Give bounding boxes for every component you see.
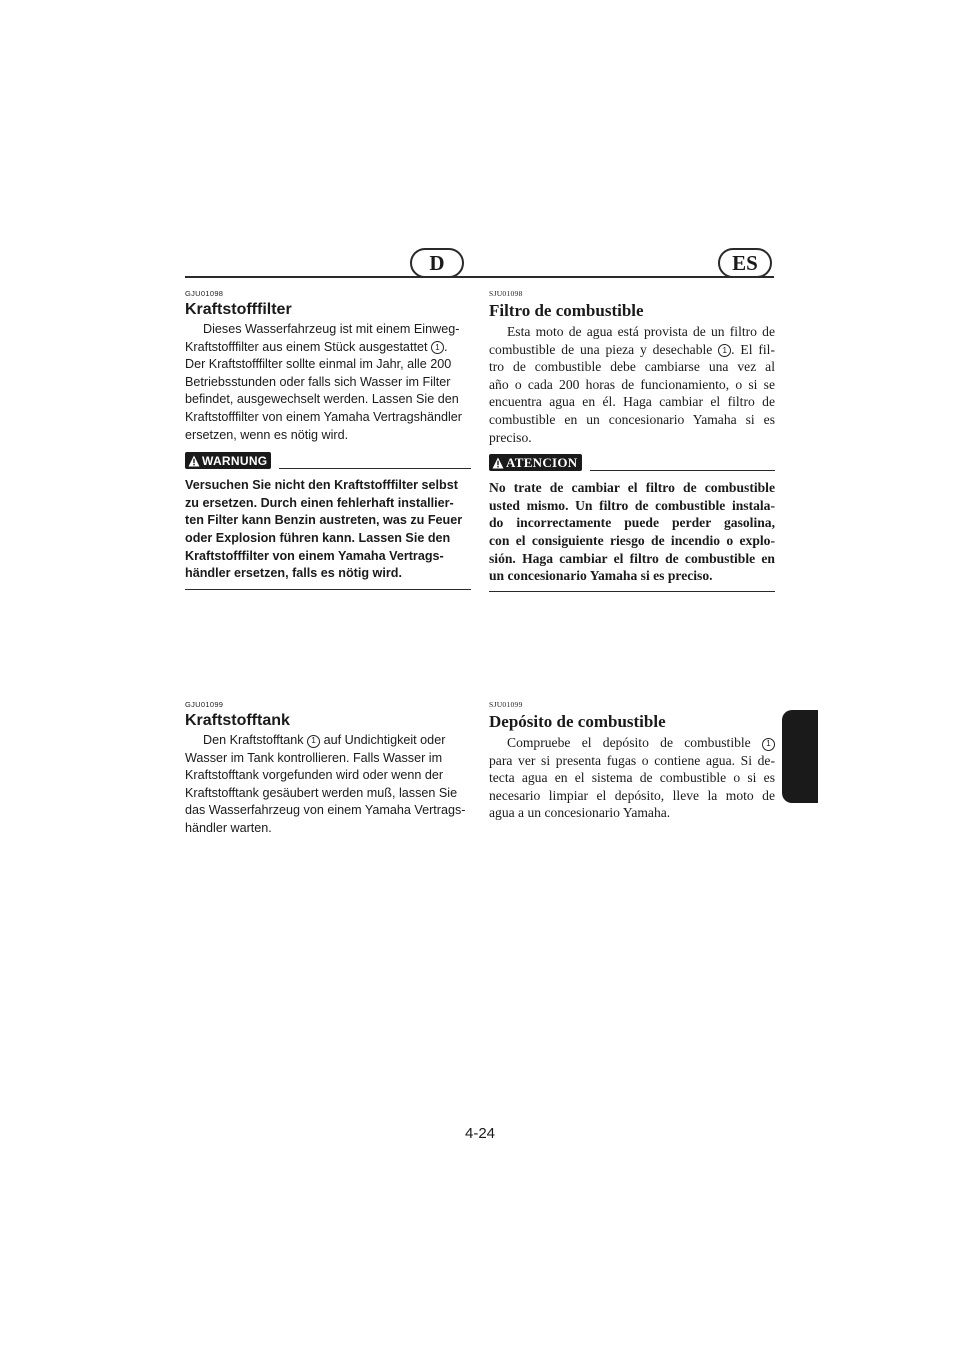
text-run: para ver si presenta fugas o contiene agua. Si de- xyxy=(489,752,775,768)
text-run: tro de combustible debe cambiarse una vez al xyxy=(489,359,775,375)
warning-text xyxy=(489,479,775,585)
warning-label: ATENCION xyxy=(506,454,578,470)
text-line xyxy=(489,769,775,787)
text-line xyxy=(185,495,471,513)
warning-header xyxy=(185,452,471,469)
text-run: Kraftstofftank vorgefunden wird oder wenn der xyxy=(185,768,444,783)
text-line xyxy=(185,356,471,374)
warning-badge xyxy=(489,454,582,471)
text-run: un concesionario Yamaha si es preciso. xyxy=(489,568,713,584)
text-run: do incorrectamente puede perder gasolina, xyxy=(489,515,775,531)
header-rule xyxy=(185,276,774,278)
text-line xyxy=(489,479,775,497)
text-run: tecta agua en el sistema de combustible o si es xyxy=(489,770,775,786)
text-line xyxy=(185,427,471,445)
text-run: combustible en un concesionario Yamaha si es xyxy=(489,411,775,427)
callout-number-icon: 1 xyxy=(307,735,320,748)
text-line xyxy=(489,734,775,752)
callout-number-icon: 1 xyxy=(431,341,444,354)
text-line xyxy=(185,767,471,785)
section-es-fuel-filter xyxy=(489,289,775,592)
text-run: Esta moto de agua está provista de un filtro de xyxy=(507,324,775,339)
text-line xyxy=(489,514,775,532)
section-code: GJU01098 xyxy=(185,289,224,298)
text-line xyxy=(489,429,775,447)
text-run: usted mismo. Un filtro de combustible instala- xyxy=(489,497,775,513)
text-run: händler warten. xyxy=(185,820,272,835)
warning-triangle-icon xyxy=(188,455,200,467)
text-run: befindet, ausgewechselt werden. Lassen Sie den xyxy=(185,392,459,407)
text-run: . El fil- xyxy=(731,341,775,357)
text-run: Kraftstofffilter aus einem Stück ausgestattet xyxy=(185,339,431,354)
text-line xyxy=(185,565,471,583)
text-line xyxy=(489,550,775,568)
section-code: GJU01099 xyxy=(185,700,224,709)
callout-number-icon: 1 xyxy=(762,738,775,751)
section-title: Kraftstofftank xyxy=(185,712,290,729)
text-line xyxy=(185,409,471,427)
text-line xyxy=(185,785,471,803)
text-line xyxy=(185,548,471,566)
text-run: . xyxy=(443,339,448,354)
warning-triangle-icon xyxy=(492,457,504,469)
warning-header xyxy=(489,454,775,471)
chapter-thumb-tab xyxy=(782,710,818,803)
text-line xyxy=(185,750,471,768)
text-line xyxy=(489,804,775,822)
warning-rule xyxy=(590,470,775,471)
text-run: Kraftstofffilter von einem Yamaha Vertrags- xyxy=(185,548,444,563)
text-line xyxy=(489,358,775,376)
section-de-fuel-filter xyxy=(185,289,471,590)
text-run: zu ersetzen. Durch einen fehlerhaft installier- xyxy=(185,495,454,510)
section-es-fuel-tank xyxy=(489,700,775,822)
warning-badge xyxy=(185,452,271,469)
text-run: Wasser im Tank kontrollieren. Falls Wasser im xyxy=(185,750,443,765)
section-body xyxy=(489,734,775,822)
warning-rule xyxy=(279,468,471,469)
text-run: Betriebsstunden oder falls sich Wasser im Filter xyxy=(185,374,451,389)
text-line xyxy=(185,802,471,820)
section-code: SJU01099 xyxy=(489,700,523,709)
text-run: con el consiguiente riesgo de incendio o explo- xyxy=(489,532,775,548)
section-body xyxy=(489,323,775,446)
text-line xyxy=(185,391,471,409)
text-run: Kraftstofftank gesäubert werden muß, lassen Sie xyxy=(185,785,458,800)
callout-number-icon: 1 xyxy=(718,344,731,357)
text-run: preciso. xyxy=(489,429,532,445)
text-line xyxy=(489,567,775,585)
text-line xyxy=(185,820,471,838)
text-run: ersetzen, wenn es nötig wird. xyxy=(185,427,349,442)
text-run: Kraftstofffilter von einem Yamaha Vertragshändler xyxy=(185,409,462,424)
page-number: 4-24 xyxy=(464,1125,496,1142)
text-run: ten Filter kann Benzin austreten, was zu Feuer xyxy=(185,513,463,528)
text-line xyxy=(185,530,471,548)
section-code: SJU01098 xyxy=(489,289,523,298)
text-run: encuentra agua en él. Haga cambiar el filtro de xyxy=(489,394,775,410)
section-title: Kraftstofffilter xyxy=(185,301,292,318)
warning-bottom-rule xyxy=(489,591,775,592)
text-run: oder Explosion führen kann. Lassen Sie den xyxy=(185,530,451,545)
text-run: combustible de una pieza y desechable xyxy=(489,341,719,357)
text-run: No trate de cambiar el filtro de combustible xyxy=(489,480,775,496)
warning-label: WARNUNG xyxy=(202,453,268,468)
text-run: agua a un concesionario Yamaha. xyxy=(489,805,671,821)
text-run: Den Kraftstofftank xyxy=(203,733,308,747)
section-body xyxy=(185,321,471,444)
text-line xyxy=(185,339,471,357)
section-de-fuel-tank xyxy=(185,700,471,838)
section-title: Depósito de combustible xyxy=(489,712,666,731)
text-line xyxy=(185,321,471,339)
text-line xyxy=(185,512,471,530)
language-tab-spanish: ES xyxy=(718,248,772,278)
text-line xyxy=(489,341,775,359)
text-line xyxy=(489,393,775,411)
language-tab-german: D xyxy=(410,248,464,278)
text-line xyxy=(489,752,775,770)
text-run: händler ersetzen, falls es nötig wird. xyxy=(185,566,402,581)
text-line xyxy=(489,376,775,394)
section-title: Filtro de combustible xyxy=(489,301,644,320)
text-line xyxy=(185,477,471,495)
section-body xyxy=(185,732,471,838)
text-line xyxy=(489,532,775,550)
text-run: Versuchen Sie nicht den Kraftstofffilter selbst xyxy=(185,478,458,493)
text-run: Compruebe el depósito de combustible xyxy=(507,735,762,750)
text-line xyxy=(489,497,775,515)
text-line xyxy=(489,787,775,805)
warning-bottom-rule xyxy=(185,589,471,590)
text-run: das Wasserfahrzeug von einem Yamaha Vertrags- xyxy=(185,803,466,818)
text-line xyxy=(185,732,471,750)
text-line xyxy=(489,411,775,429)
text-run: Dieses Wasserfahrzeug ist mit einem Einweg- xyxy=(203,322,460,336)
text-run: auf Undichtigkeit oder xyxy=(320,733,446,747)
text-run: necesario limpiar el depósito, lleve la moto de xyxy=(489,787,775,803)
text-line xyxy=(489,323,775,341)
text-line xyxy=(185,374,471,392)
text-run: sión. Haga cambiar el filtro de combustible en xyxy=(489,550,775,566)
text-run: año o cada 200 horas de funcionamiento, o si se xyxy=(489,376,775,392)
warning-text xyxy=(185,477,471,583)
text-run: Der Kraftstofffilter sollte einmal im Jahr, alle 200 xyxy=(185,357,452,372)
